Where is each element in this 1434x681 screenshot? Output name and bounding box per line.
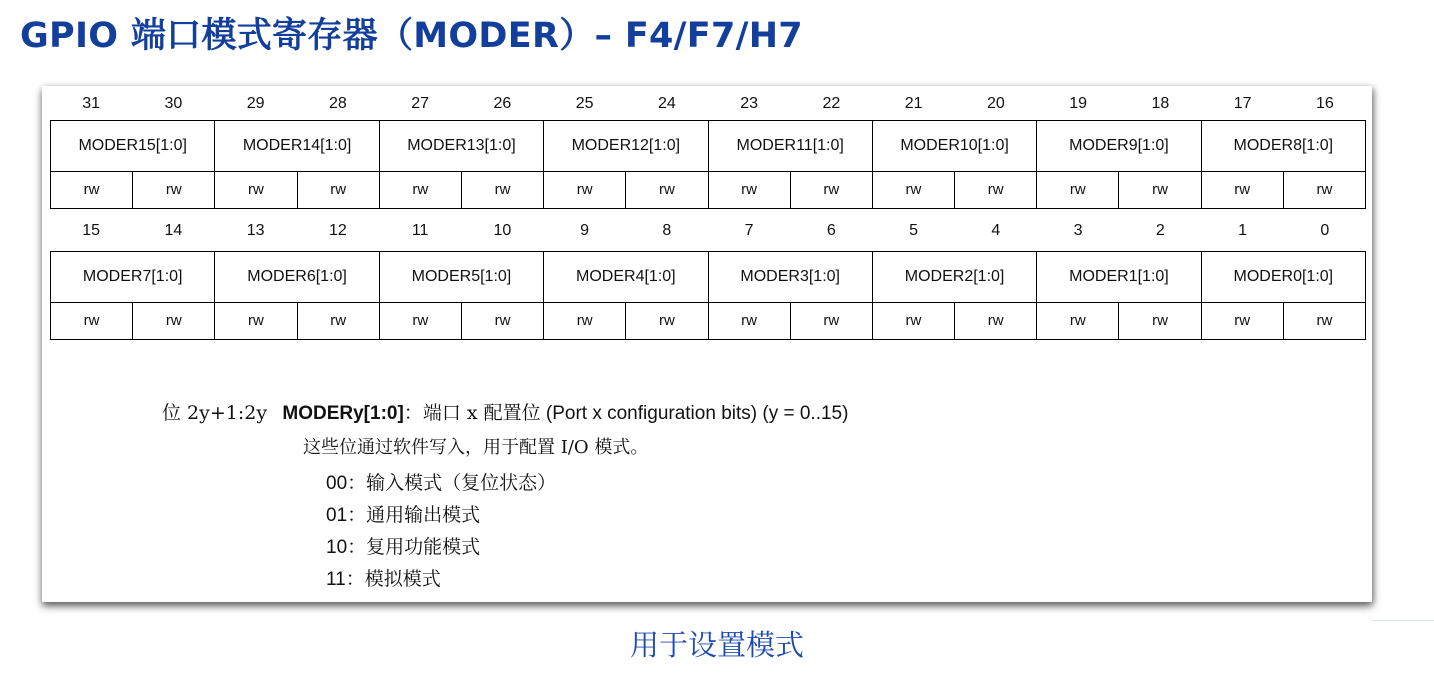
register-field: MODER3[1:0]	[709, 252, 873, 302]
bit-number: 22	[822, 95, 841, 112]
access-type: rw	[215, 172, 297, 208]
bit-number: 24	[657, 95, 676, 112]
access-type: rw	[215, 303, 297, 339]
page-title: GPIO 端口模式寄存器（MODER）– F4/F7/H7	[20, 16, 803, 56]
access-type: rw	[544, 303, 626, 339]
access-type: rw	[51, 172, 133, 208]
access-type: rw	[1202, 303, 1284, 339]
access-type: rw	[955, 172, 1037, 208]
field-heading	[162, 398, 848, 425]
bit-number: 28	[328, 95, 347, 112]
access-type: rw	[626, 303, 708, 339]
access-type: rw	[955, 303, 1037, 339]
register-field: MODER9[1:0]	[1037, 121, 1201, 171]
field-name: MODERy[1:0]	[282, 403, 404, 424]
access-type: rw	[298, 303, 380, 339]
mode-code: 11	[326, 569, 346, 590]
bit-number: 1	[1238, 222, 1248, 239]
access-type: rw	[1119, 172, 1201, 208]
mode-code: 01	[326, 505, 348, 526]
access-type: rw	[544, 172, 626, 208]
mode-code: 10	[326, 537, 348, 558]
access-type: rw	[1316, 312, 1333, 329]
register-field: MODER1[1:0]	[1037, 252, 1201, 302]
access-type: rw	[873, 303, 955, 339]
mode-text: ：通用输出模式	[347, 504, 481, 526]
bit-number: 15	[82, 222, 101, 239]
bit-number: 6	[826, 222, 836, 239]
bit-number: 23	[740, 95, 759, 112]
bit-numbers-low	[50, 217, 1366, 245]
bit-number: 2	[1155, 222, 1165, 239]
register-field: MODER5[1:0]	[380, 252, 544, 302]
register-field: MODER12[1:0]	[544, 121, 708, 171]
register-field: MODER13[1:0]	[380, 121, 544, 171]
field-desc-cn: 端口 x 配置位	[422, 402, 541, 424]
access-type: rw	[626, 172, 708, 208]
bit-number: 21	[904, 95, 923, 112]
register-field: MODER2[1:0]	[873, 252, 1037, 302]
mode-option-11	[326, 564, 441, 591]
bit-number: 8	[662, 222, 672, 239]
register-field: MODER8[1:0]	[1233, 137, 1334, 154]
bit-number: 12	[328, 222, 347, 239]
register-field: MODER6[1:0]	[215, 252, 379, 302]
access-type: rw	[462, 303, 544, 339]
register-field: MODER0[1:0]	[1233, 268, 1334, 285]
field-colon: ：	[403, 402, 423, 424]
bit-number: 10	[493, 222, 512, 239]
access-type: rw	[1202, 172, 1284, 208]
register-field: MODER14[1:0]	[215, 121, 379, 171]
access-type: rw	[298, 172, 380, 208]
access-type: rw	[791, 303, 873, 339]
access-type: rw	[133, 303, 215, 339]
bit-number: 20	[986, 95, 1005, 112]
access-type: rw	[873, 172, 955, 208]
bit-number: 29	[246, 95, 265, 112]
bit-number: 11	[411, 222, 429, 239]
bit-number: 27	[411, 95, 430, 112]
field-row-high	[50, 120, 1366, 172]
caption: 用于设置模式	[629, 628, 804, 662]
mode-text: ：复用功能模式	[347, 536, 481, 558]
field-desc-en: (Port x configuration bits) (y = 0..15)	[540, 403, 849, 424]
bit-number: 30	[164, 95, 183, 112]
access-type: rw	[462, 172, 544, 208]
mode-text: ：模拟模式	[345, 568, 441, 590]
bit-number: 16	[1315, 95, 1334, 112]
mode-text: ：输入模式（复位状态）	[347, 472, 557, 494]
bit-number: 17	[1233, 95, 1252, 112]
bit-numbers-high	[50, 90, 1366, 118]
access-type: rw	[1037, 303, 1119, 339]
register-field: MODER4[1:0]	[544, 252, 708, 302]
access-type: rw	[380, 172, 462, 208]
bit-number: 4	[991, 222, 1001, 239]
access-type: rw	[1037, 172, 1119, 208]
register-field: MODER7[1:0]	[51, 252, 215, 302]
bit-number: 13	[246, 222, 265, 239]
access-type: rw	[709, 172, 791, 208]
bit-number: 31	[82, 95, 101, 112]
mode-option-00	[326, 468, 556, 495]
access-type: rw	[1316, 181, 1333, 198]
access-row-high	[50, 172, 1366, 209]
access-type: rw	[1119, 303, 1201, 339]
bit-number: 18	[1151, 95, 1170, 112]
bit-number: 9	[580, 222, 590, 239]
register-field: MODER15[1:0]	[51, 121, 215, 171]
access-type: rw	[380, 303, 462, 339]
bit-range-label: 位 2y+1:2y	[162, 402, 268, 424]
bit-number: 14	[164, 222, 183, 239]
bit-number: 3	[1073, 222, 1083, 239]
access-type: rw	[51, 303, 133, 339]
bit-number: 25	[575, 95, 594, 112]
register-field: MODER10[1:0]	[873, 121, 1037, 171]
register-field: MODER11[1:0]	[709, 121, 873, 171]
bit-number: 5	[909, 222, 919, 239]
access-type: rw	[709, 303, 791, 339]
bit-number: 26	[493, 95, 512, 112]
bit-number: 7	[744, 222, 754, 239]
bit-number: 0	[1320, 222, 1330, 239]
access-type: rw	[133, 172, 215, 208]
access-type: rw	[791, 172, 873, 208]
divider	[1372, 620, 1434, 621]
access-row-low	[50, 303, 1366, 340]
register-panel	[42, 86, 1372, 602]
field-body-text: 这些位通过软件写入，用于配置 I/O 模式。	[303, 437, 649, 458]
mode-code: 00	[326, 473, 348, 494]
bit-number: 19	[1069, 95, 1088, 112]
mode-option-01	[326, 500, 480, 527]
mode-option-10	[326, 532, 480, 559]
field-row-low	[50, 251, 1366, 303]
